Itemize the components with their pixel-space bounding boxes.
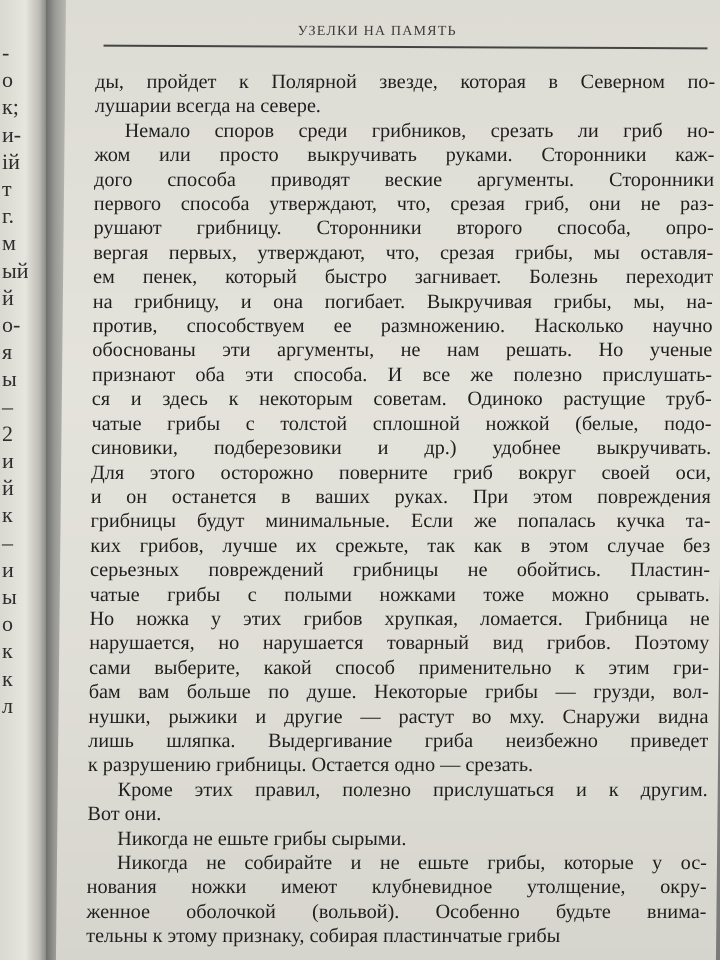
left-page-fragment: к; [2,94,19,120]
left-page-fragment: й [2,284,14,310]
text-line: Никогда не ешьте грибы сырыми. [117,827,407,850]
left-page-fragment: – [2,529,13,555]
paragraph [86,851,707,949]
left-page-fragment: к [2,502,13,528]
paragraph [88,119,715,778]
text-line: первого способа утверждают, что, срезая гриб, они не раз- [93,193,714,216]
text-line: на грибницу, и она погибает. Выкручивая грибы, мы, на- [92,290,713,313]
left-page-fragment: и [2,448,14,473]
left-page-fragment: ы [2,366,17,392]
text-line: жом или просто выкручивать руками. Сторонники каж- [94,144,715,167]
left-page-fragment: о [2,611,13,637]
left-page-fragment: м [2,230,16,256]
text-line: Для этого осторожно поверните гриб вокруг своей оси, [90,461,712,484]
text-line: ких грибов, лучше их срежьте, так как в этом случае без [90,534,711,557]
text-line: серьезных повреждений грибницы не обойтись. Пластин- [89,559,711,582]
body-text [86,70,715,949]
text-line: ды, пройдет к Полярной звезде, которая в Северном по- [95,71,716,93]
left-page-fragment: о [2,67,13,93]
text-line: грибницы будут минимальные. Если же попалась кучка та- [90,510,711,533]
text-line: Вот они. [87,803,162,826]
text-line: и он останется в ваших руках. При этом повреждения [90,485,711,508]
left-page-fragment: и- [2,121,22,147]
text-line: обоснованы эти аргументы, не нам решать. Но ученые [92,339,713,362]
text-line: Но ножка у этих грибов хрупкая, ломается. Грибница не [89,607,710,630]
text-line: ем пенек, который быстро загнивает. Болезнь переходит [92,266,714,289]
left-page-fragment: к [2,638,13,664]
text-line: нушки, рыжики и другие — растут во мху. Снаружи видна [88,705,709,728]
text-line: сами выберите, какой способ применительно к этим гри- [88,656,710,679]
book-page [56,0,720,960]
text-line: нарушается, но нарушается товарный вид грибов. Поэтому [89,632,710,655]
text-line: бам вам больше по душе. Некоторые грибы — грузди, вол- [88,681,709,704]
left-page-fragment: 2 [2,420,13,446]
text-line: ся и здесь к некоторым советам. Одиноко растущие труб- [91,388,712,411]
left-page-fragment: ій [2,148,20,174]
left-page-fragment: я [2,339,13,365]
text-line: против, способствуем ее размножению. Насколько научно [92,315,713,338]
text-line: Никогда не собирайте и не ешьте грибы, которые у ос- [116,852,708,874]
paragraph [95,70,716,119]
left-page-fragment: о- [2,312,21,337]
text-line: женное оболочкой (вольвой). Особенно будьте внима- [86,900,707,923]
text-line: вергая первых, утверждают, что, срезая грибы, мы оставля- [93,241,714,264]
left-page-fragment: т [2,176,12,201]
text-line: к разрушению грибницы. Остается одно — срезать. [87,754,534,777]
left-page-fragment: г. [2,203,15,229]
left-page-fragment: л [2,692,13,718]
running-head: УЗЕЛКИ НА ПАМЯТЬ [297,24,457,39]
previous-page-edge [0,0,46,960]
text-line: лушарии всегда на севере. [94,95,322,118]
text-line: нования ножки имеют клубневидное утолщение, окру- [86,876,707,899]
header-rule [104,45,708,49]
left-page-fragment: – [2,393,13,419]
text-line: чатые грибы с полыми ножками тоже можно срывать. [89,583,710,606]
left-page-fragment: - [2,40,10,65]
left-page-fragment: ый [2,257,29,283]
text-line: рушают грибницу. Сторонники второго способа, опро- [93,217,714,240]
left-page-fragment: й [2,475,14,501]
paragraph [87,827,707,851]
left-page-fragment: к [2,665,13,691]
text-line: признают оба эти способа. И все же полезно прислушать- [91,363,713,386]
text-line: Немало споров среди грибников, срезать ли гриб но- [124,119,715,142]
left-page-fragment: ы [2,584,17,609]
text-line: дого способа приводят веские аргументы. Сторонники [94,168,715,191]
text-line: чатые грибы с толстой сплошной ножкой (белые, подо- [91,412,712,435]
text-line: синовики, подберезовики и др.) удобнее выкручивать. [91,437,712,460]
text-line: тельны к этому признаку, собирая пластинчатые грибы [86,925,561,948]
paragraph [87,778,708,827]
text-line: лишь шляпка. Выдергивание гриба неизбежно приведет [88,729,709,752]
text-line: Кроме этих правил, полезно прислушаться и к другим. [117,778,708,801]
left-page-fragment: и [2,556,14,582]
